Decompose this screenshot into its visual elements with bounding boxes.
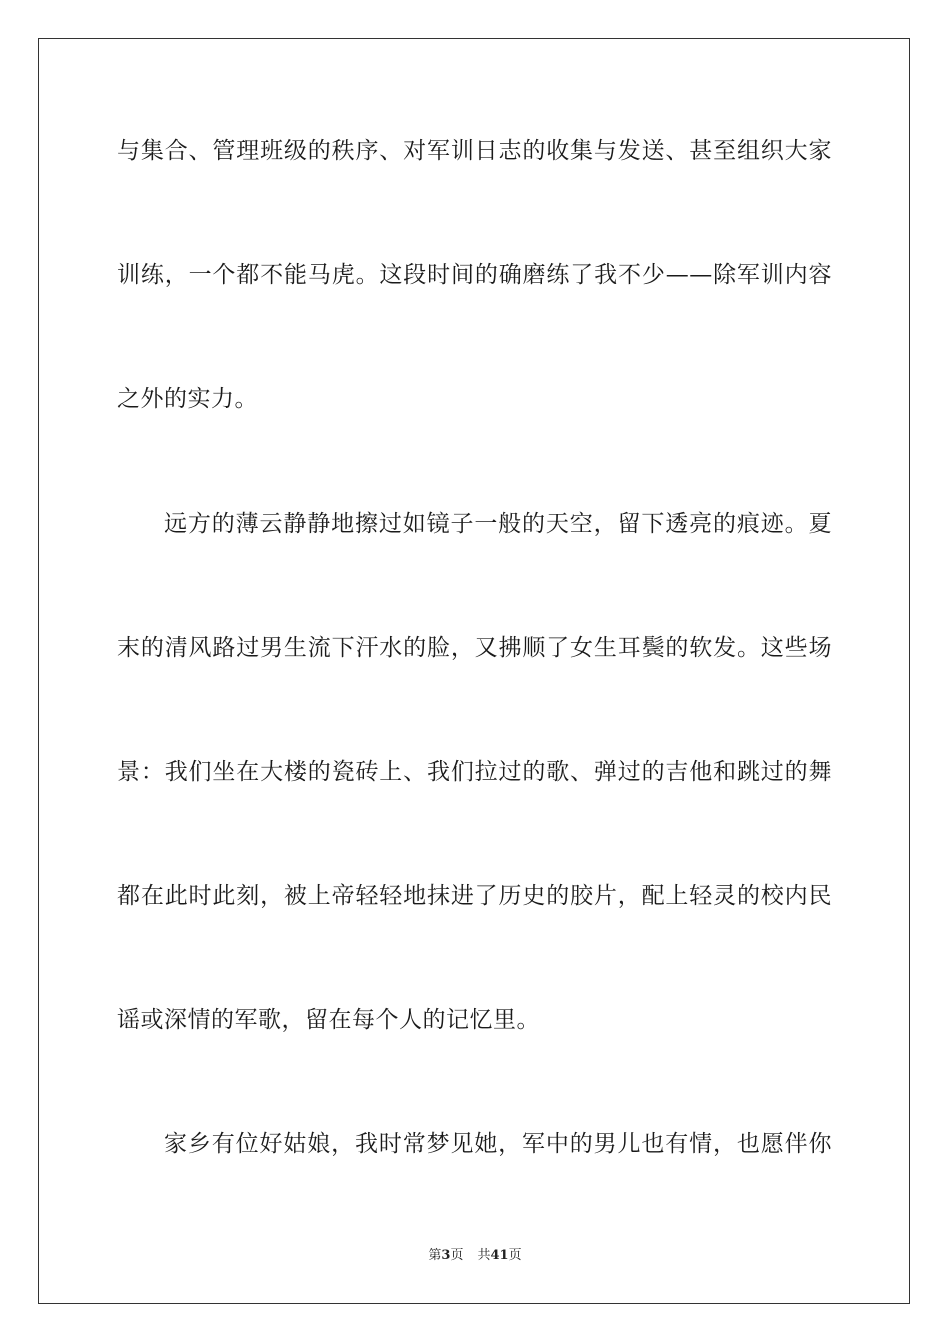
footer-total-prefix: 共 [477,1248,491,1263]
text-line-8: 谣或深情的军歌，留在每个人的记忆里。 [117,1007,540,1033]
text-line-2: 训练，一个都不能马虎。这段时间的确磨练了我不少——除军训内容 [117,262,832,288]
footer-page-prefix: 第 [428,1248,442,1263]
text-line-4: 远方的薄云静静地擦过如镜子一般的天空，留下透亮的痕迹。夏 [164,511,832,537]
footer-total-suffix: 页 [508,1248,522,1263]
text-line-1: 与集合、管理班级的秩序、对军训日志的收集与发送、甚至组织大家 [117,138,832,164]
footer-page-suffix: 页 [450,1248,464,1263]
text-line-9: 家乡有位好姑娘，我时常梦见她，军中的男儿也有情，也愿伴你 [164,1131,832,1157]
text-line-6: 景：我们坐在大楼的瓷砖上、我们拉过的歌、弹过的吉他和跳过的舞 [117,759,832,785]
page-border [38,38,910,1304]
footer-page-total: 41 [490,1248,509,1263]
text-line-5: 末的清风路过男生流下汗水的脸，又拂顺了女生耳鬓的软发。这些场 [117,635,832,661]
page-footer [0,1248,950,1264]
text-line-7: 都在此时此刻，被上帝轻轻地抹进了历史的胶片，配上轻灵的校内民 [117,883,832,909]
text-line-3: 之外的实力。 [117,386,258,412]
footer-page-current: 3 [441,1248,451,1263]
